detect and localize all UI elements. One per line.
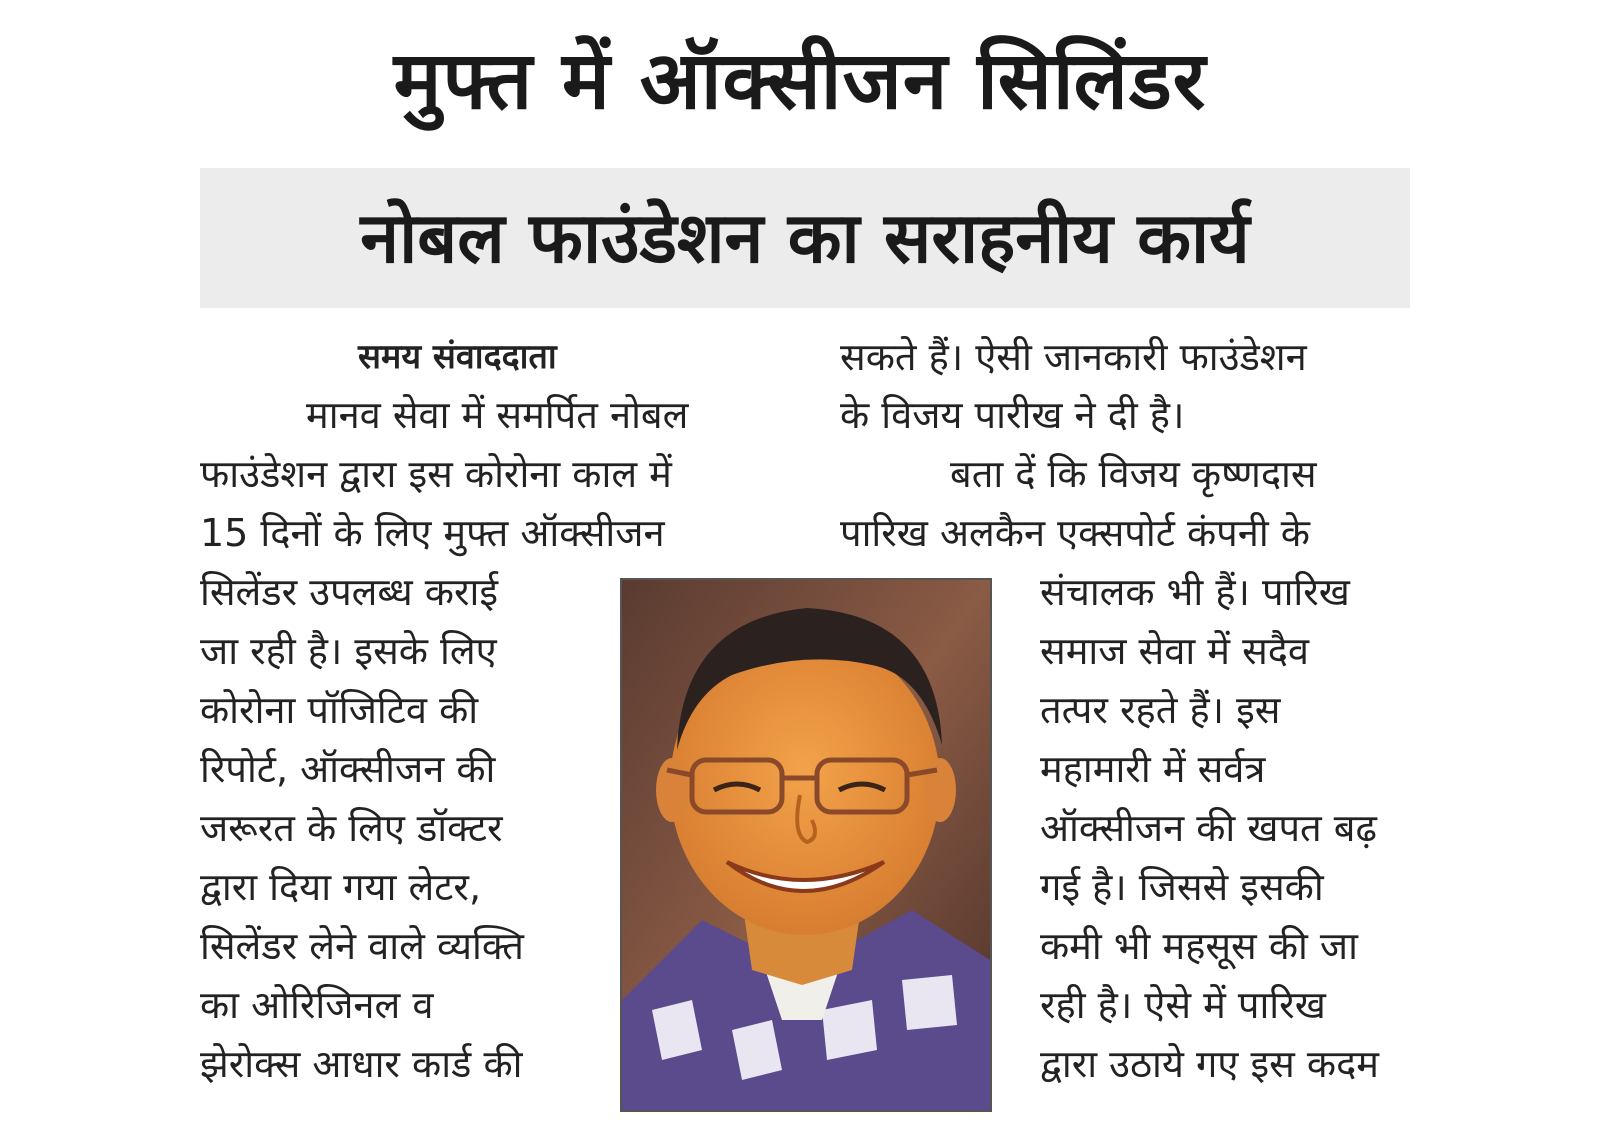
right-col-line: रही है। ऐसे में पारिख (1040, 983, 1326, 1027)
left-col-line: फाउंडेशन द्वारा इस कोरोना काल में (200, 452, 672, 496)
right-col-line: तत्पर रहते हैं। इस (1040, 688, 1281, 732)
right-col-line: पारिख अलकैन एक्सपोर्ट कंपनी के (840, 511, 1310, 555)
right-col-line: सकते हैं। ऐसी जानकारी फाउंडेशन (840, 335, 1307, 379)
right-col-line: के विजय पारीख ने दी है। (840, 393, 1185, 437)
right-col-line: संचालक भी हैं। पारिख (1040, 570, 1350, 614)
right-col-line: महामारी में सर्वत्र (1040, 747, 1266, 791)
left-col-line: कोरोना पॉजिटिव की (200, 688, 479, 732)
right-col-line: द्वारा उठाये गए इस कदम (1040, 1042, 1380, 1086)
left-col-line: द्वारा दिया गया लेटर, (200, 865, 482, 909)
portrait-photo (620, 578, 992, 1112)
left-col-line: सिलेंडर उपलब्ध कराई (200, 570, 499, 614)
left-col-line: का ओरिजिनल व (200, 983, 434, 1027)
left-col-line: झेरोक्स आधार कार्ड की (200, 1042, 523, 1086)
right-col-line: समाज सेवा में सदैव (1040, 629, 1310, 673)
right-col-line: ऑक्सीजन की खपत बढ़ (1040, 806, 1377, 850)
right-col-line: गई है। जिससे इसकी (1040, 865, 1324, 909)
left-col-line: रिपोर्ट, ऑक्सीजन की (200, 747, 496, 791)
subheadline: नोबल फाउंडेशन का सराहनीय कार्य (360, 197, 1250, 279)
left-col-line: जा रही है। इसके लिए (200, 629, 497, 673)
left-col-line: जरूरत के लिए डॉक्टर (200, 806, 503, 850)
byline: समय संवाददाता (358, 337, 557, 377)
right-col-line: बता दें कि विजय कृष्णदास (950, 452, 1317, 496)
headline: मुफ्त में ऑक्सीजन सिलिंडर (393, 34, 1207, 127)
left-col-line: 15 दिनों के लिए मुफ्त ऑक्सीजन (200, 511, 665, 555)
left-col-line: सिलेंडर लेने वाले व्यक्ति (200, 924, 524, 968)
left-col-line: मानव सेवा में समर्पित नोबल (306, 393, 689, 437)
right-col-line: कमी भी महसूस की जा (1040, 924, 1358, 968)
